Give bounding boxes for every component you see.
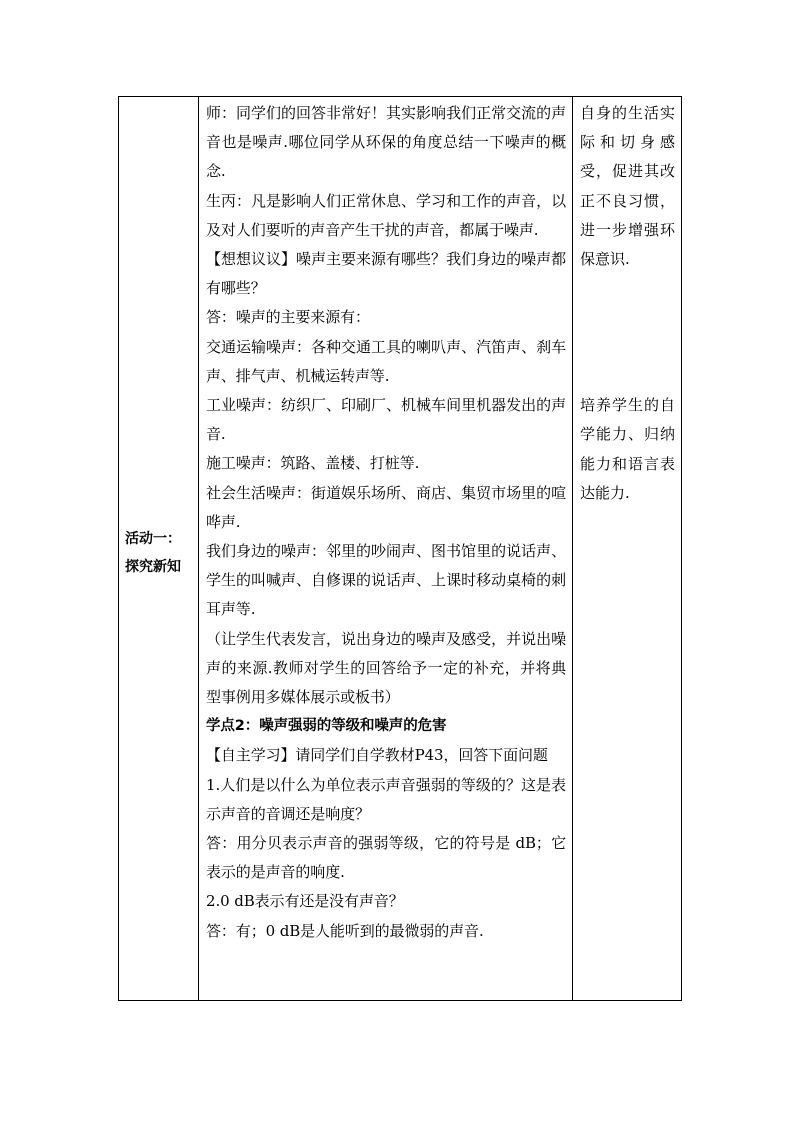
activity-label-line2: 探究新知 [125, 558, 181, 575]
section-heading: 学点2：噪声强弱的等级和噪声的危害 [206, 718, 447, 735]
lesson-table [118, 96, 682, 1001]
paragraph: 我们身边的噪声：邻里的吵闹声、图书馆里的说话声、学生的叫喊声、自修课的说话声、上课时移动桌椅的刺耳声等. [206, 542, 566, 619]
paragraph: 【自主学习】请同学们自学教材P43，回答下面问题 [206, 746, 548, 765]
paragraph: 工业噪声：纺织厂、印刷厂、机械车间里机器发出的声音. [206, 396, 566, 444]
paragraph: 社会生活噪声：街道娱乐场所、商店、集贸市场里的喧哗声. [206, 483, 566, 531]
paragraph: 答：噪声的主要来源有： [206, 308, 370, 327]
paragraph: 答：用分贝表示声音的强弱等级，它的符号是 dB；它表示的是声音的响度. [206, 834, 566, 882]
design-note-2: 培养学生的自学能力、归纳能力和语言表达能力. [580, 396, 675, 502]
paragraph: 交通运输噪声：各种交通工具的喇叭声、汽笛声、刹车声、排气声、机械运转声等. [206, 337, 566, 385]
design-note-1: 自身的生活实际和切身感受，促进其改正不良习惯，进一步增强环保意识. [580, 104, 675, 269]
paragraph: 1.人们是以什么为单位表示声音强弱的等级的？这是表示声音的音调还是响度？ [206, 775, 566, 823]
paragraph: 师：同学们的回答非常好！其实影响我们正常交流的声音也是噪声.哪位同学从环保的角度总结一下噪声的概念. [206, 104, 566, 181]
activity-label-line1: 活动一： [125, 530, 181, 547]
paragraph: 【想想议议】噪声主要来源有哪些？我们身边的噪声都有哪些？ [206, 250, 566, 298]
notes-cell [573, 97, 682, 1001]
content-cell [199, 97, 573, 1001]
paragraph: 生丙：凡是影响人们正常休息、学习和工作的声音，以及对人们要听的声音产生干扰的声音，都属于噪声. [206, 191, 566, 239]
paragraph: （让学生代表发言，说出身边的噪声及感受，并说出噪声的来源.教师对学生的回答给予一定的补充，并将典型事例用多媒体展示或板书） [206, 629, 566, 707]
activity-cell [119, 97, 199, 1001]
paragraph: 施工噪声：筑路、盖楼、打桩等. [206, 454, 420, 473]
table-row [119, 97, 682, 1001]
paragraph: 答：有；0 dB是人能听到的最微弱的声音. [206, 921, 484, 940]
paragraph: 2.0 dB表示有还是没有声音？ [206, 892, 404, 911]
note-spacer [580, 274, 675, 391]
